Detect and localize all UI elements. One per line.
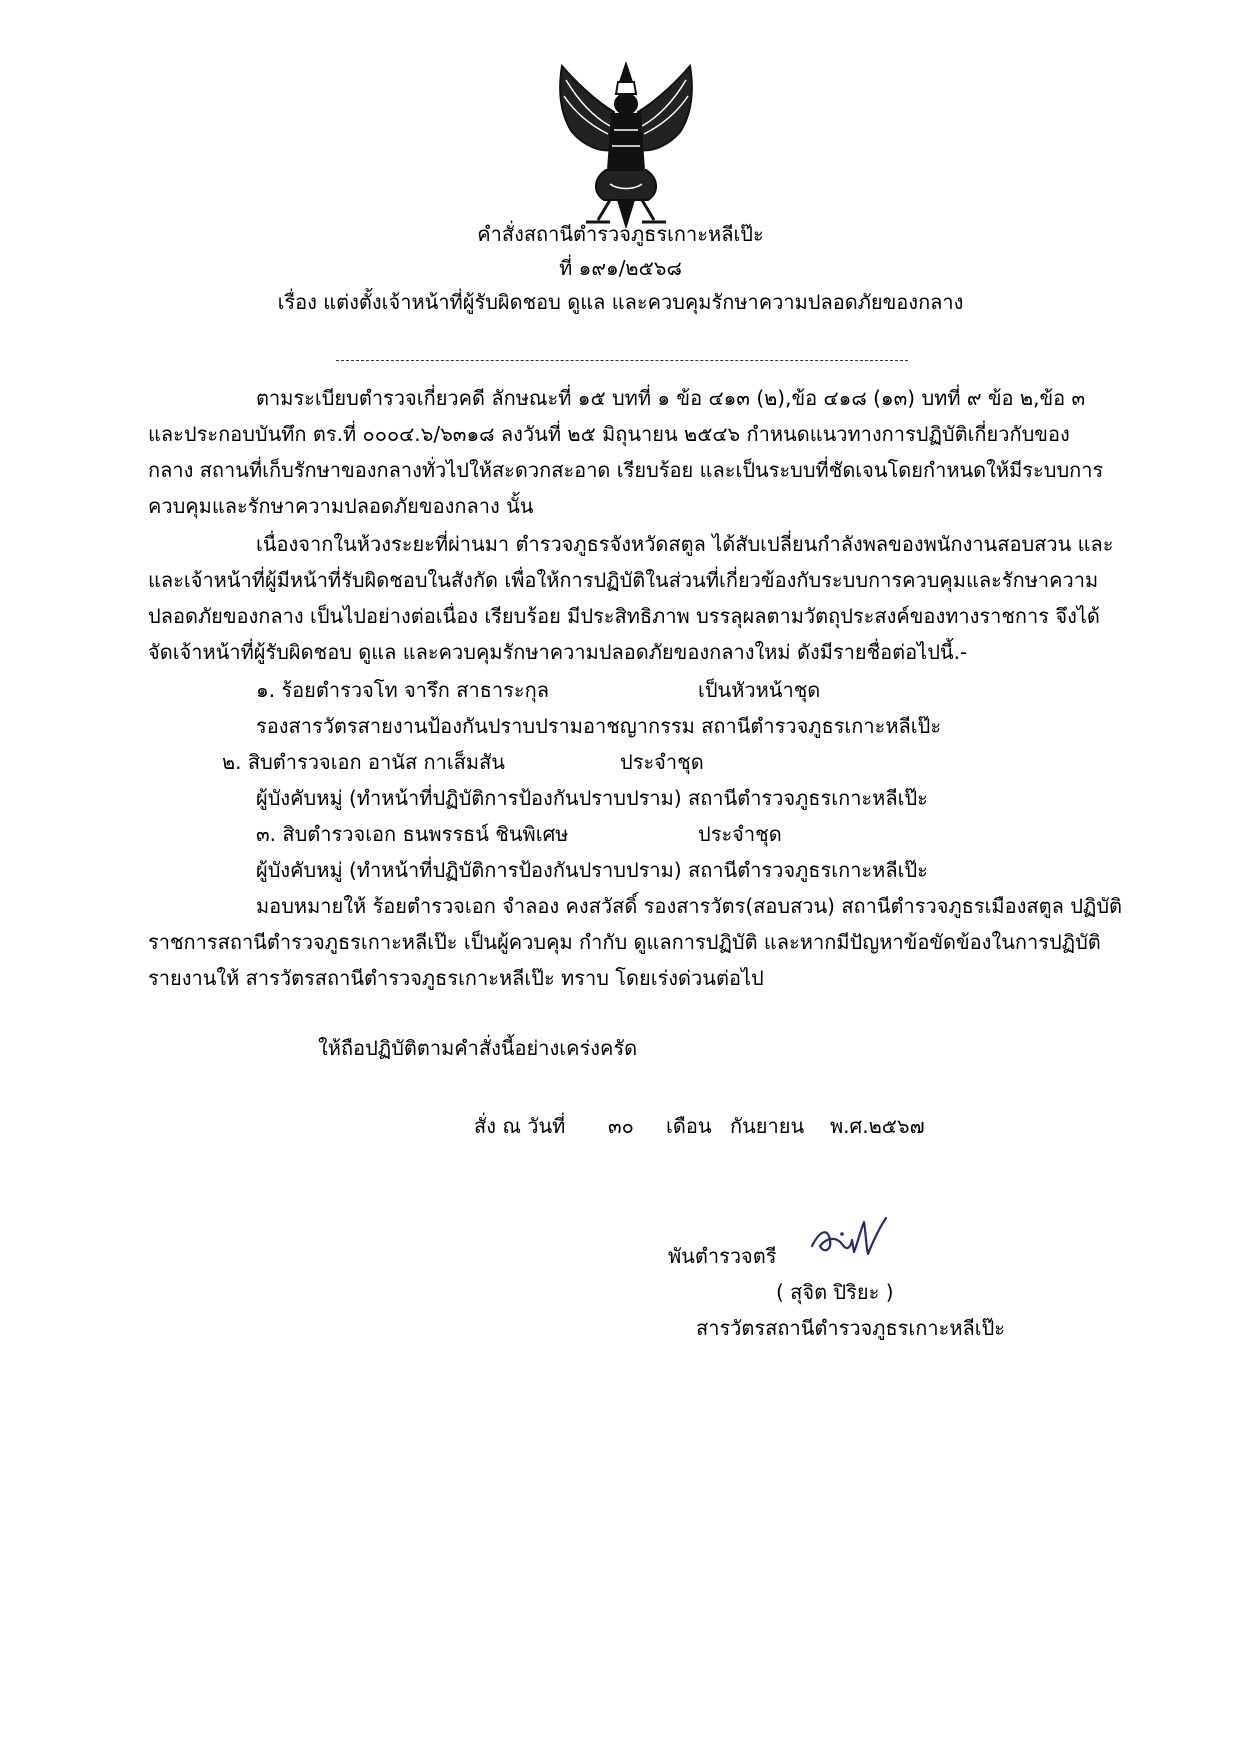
para3-line: มอบหมายให้ ร้อยตำรวจเอก จำลอง คงสวัสดิ์ รองสารวัตร(สอบสวน) สถานีตำรวจภูธรเมืองสตูล ปฏิบัติ — [256, 894, 1123, 918]
member-role: ประจำชุด — [698, 822, 782, 846]
para2-line: จัดเจ้าหน้าที่ผู้รับผิดชอบ ดูแล และควบคุมรักษาความปลอดภัยของกลางใหม่ ดังมีรายชื่อต่อไปนี้.- — [148, 640, 968, 664]
signer-name: ( สุจิต ปิริยะ ) — [776, 1280, 894, 1304]
handwritten-signature-icon — [806, 1210, 898, 1260]
date-prefix: สั่ง ณ วันที่ — [474, 1114, 566, 1138]
date-day: ๓๐ — [608, 1114, 634, 1138]
para1-line: ควบคุมและรักษาความปลอดภัยของกลาง นั้น — [148, 494, 534, 518]
member-position: รองสารวัตรสายงานป้องกันปราบปรามอาชญากรรม สถานีตำรวจภูธรเกาะหลีเป๊ะ — [256, 714, 942, 738]
member-role: ประจำชุด — [620, 750, 704, 774]
order-subject: เรื่อง แต่งตั้งเจ้าหน้าที่ผู้รับผิดชอบ ดูแล และควบคุมรักษาความปลอดภัยของกลาง — [277, 290, 964, 314]
member-role: เป็นหัวหน้าชุด — [698, 678, 821, 702]
date-month: กันยายน — [730, 1114, 805, 1138]
para3-line: ราชการสถานีตำรวจภูธรเกาะหลีเป๊ะ เป็นผู้ควบคุม กำกับ ดูแลการปฏิบัติ และหากมีปัญหาข้อขัดข้องในการปฏิบัติ — [148, 930, 1101, 954]
para2-line: เนื่องจากในห้วงระยะที่ผ่านมา ตำรวจภูธรจังหวัดสตูล ได้สับเปลี่ยนกำลังพลของพนักงานสอบสวน และ — [256, 532, 1114, 556]
member-name: ๑. ร้อยตำรวจโท จารึก สาธาระกุล — [256, 678, 549, 702]
signer-rank: พันตำรวจตรี — [668, 1244, 777, 1268]
member-position: ผู้บังคับหมู่ (ทำหน้าที่ปฏิบัติการป้องกันปราบปราม) สถานีตำรวจภูธรเกาะหลีเป๊ะ — [256, 786, 928, 810]
date-year: พ.ศ.๒๕๖๗ — [830, 1114, 925, 1138]
para3-line: รายงานให้ สารวัตรสถานีตำรวจภูธรเกาะหลีเป๊ะ ทราบ โดยเร่งด่วนต่อไป — [148, 966, 764, 990]
closing-statement: ให้ถือปฏิบัติตามคำสั่งนี้อย่างเคร่งครัด — [318, 1036, 638, 1060]
para2-line: ปลอดภัยของกลาง เป็นไปอย่างต่อเนื่อง เรียบร้อย มีประสิทธิภาพ บรรลุผลตามวัตถุประสงค์ของทางราชการ จึงได้ — [148, 604, 1100, 628]
divider-line — [336, 360, 908, 361]
member-position: ผู้บังคับหมู่ (ทำหน้าที่ปฏิบัติการป้องกันปราบปราม) สถานีตำรวจภูธรเกาะหลีเป๊ะ — [256, 858, 928, 882]
order-title: คำสั่งสถานีตำรวจภูธรเกาะหลีเป๊ะ — [477, 222, 764, 246]
para1-line: และประกอบบันทึก ตร.ที่ ๐๐๐๔.๖/๖๓๑๘ ลงวันที่ ๒๕ มิถุนายน ๒๕๔๖ กำหนดแนวทางการปฏิบัติเกี่ยวกับของ — [148, 422, 1070, 446]
garuda-emblem-icon — [548, 60, 704, 228]
para2-line: และเจ้าหน้าที่ผู้มีหน้าที่รับผิดชอบในสังกัด เพื่อให้การปฏิบัติในส่วนที่เกี่ยวข้องกับระบบการควบคุมและรักษาความ — [148, 568, 1099, 592]
para1-line: กลาง สถานที่เก็บรักษาของกลางทั่วไปให้สะดวกสะอาด เรียบร้อย และเป็นระบบที่ชัดเจนโดยกำหนดให้มีระบบการ — [148, 458, 1104, 482]
order-number: ที่ ๑๙๑/๒๕๖๘ — [559, 256, 682, 280]
para1-line: ตามระเบียบตำรวจเกี่ยวคดี ลักษณะที่ ๑๕ บทที่ ๑ ข้อ ๔๑๓ (๒),ข้อ ๔๑๘ (๑๓) บทที่ ๙ ข้อ ๒,ข้อ ๓ — [256, 386, 1086, 410]
member-name: ๓. สิบตำรวจเอก ธนพรรธน์ ชินพิเศษ — [256, 822, 569, 846]
signer-title: สารวัตรสถานีตำรวจภูธรเกาะหลีเป๊ะ — [696, 1316, 1006, 1340]
member-name: ๒. สิบตำรวจเอก อานัส กาเส็มสัน — [222, 750, 505, 774]
date-month-label: เดือน — [666, 1114, 712, 1138]
